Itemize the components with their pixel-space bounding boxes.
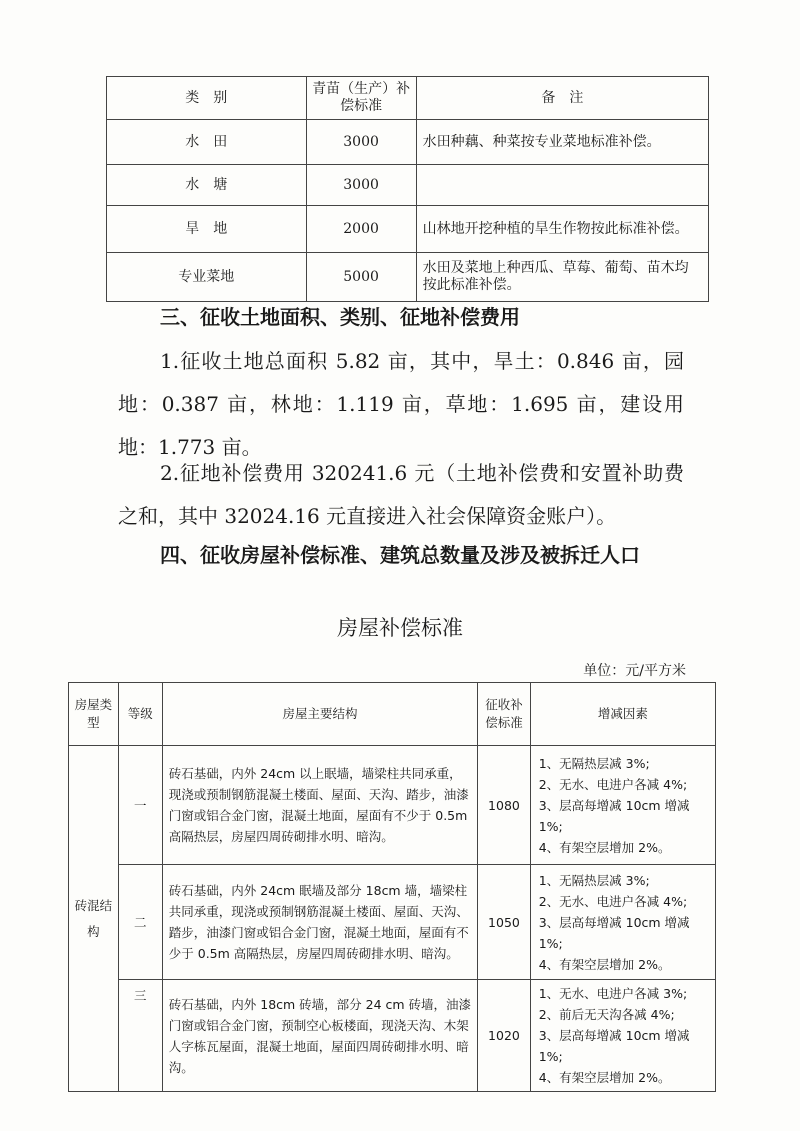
factor-item: 2、无水、电进户各减 4%; [538,893,688,909]
table-row [69,746,716,865]
cell-standard: 3000 [306,165,416,206]
cell-structure: 砖石基础，内外 24cm 以上眠墙，墙梁柱共同承重，现浇或预制钢筋混凝土楼面、屋面、天沟、踏步，油漆门窗或铝合金门窗，混凝土地面，屋面有不少于 0.5m 高隔热层，房屋四周砖砌排水明、暗沟。 [162,746,477,865]
cell-grade: 一 [118,746,162,865]
cell-standard: 1080 [478,746,530,865]
cell-note [416,165,708,206]
cell-standard: 1050 [478,865,530,980]
factor-item: 2、无水、电进户各减 4%; [538,776,688,792]
section-3-paragraph-2: 2.征地补偿费用 320241.6 元（土地补偿费和安置补助费之和，其中 32024.16 元直接进入社会保障资金账户）。 [118,461,684,528]
cell-grade: 三 [118,980,162,1092]
cell-standard: 5000 [306,253,416,302]
factor-item: 4、有架空层增加 2%。 [538,1070,671,1085]
table-row [107,165,709,206]
table-row [69,865,716,980]
cell-factors [530,865,715,980]
cell-type: 旱 地 [107,206,307,253]
section-4-heading: 四、征收房屋补偿标准、建筑总数量及涉及被拆迁人口 [160,543,640,567]
cell-type: 专业菜地 [107,253,307,302]
factor-item: 2、前后无天沟各减 4%; [538,1007,675,1022]
cell-structure: 砖石基础，内外 24cm 眠墙及部分 18cm 墙，墙梁柱共同承重，现浇或预制钢筋混凝土楼面、屋面、天沟、踏步，油漆门窗或铝合金门窗，混凝土地面，屋面有不少于 0.5m 高隔热层，房屋四周砖砌排水明、暗沟。 [162,865,477,980]
table-row [107,206,709,253]
header-category: 类 别 [107,77,307,120]
cell-category: 砖混结构 [69,746,119,1092]
factor-item: 1、无水、电进户各减 3%; [538,986,688,1001]
table-row [69,980,716,1092]
cell-standard: 3000 [306,120,416,165]
cell-type: 水 塘 [107,165,307,206]
section-3-heading: 三、征收土地面积、类别、征地补偿费用 [160,305,520,329]
unit-label: 单位：元/平方米 [583,663,686,679]
factor-item: 3、层高每增减 10cm 增减 1%; [538,914,690,951]
header-standard: 青苗（生产）补偿标准 [306,77,416,120]
header-factors: 增减因素 [530,683,715,746]
crop-compensation-table [106,76,709,302]
cell-type: 水 田 [107,120,307,165]
house-compensation-table [68,682,716,1092]
cell-note: 水田及菜地上种西瓜、草莓、葡萄、苗木均按此标准补偿。 [416,253,708,302]
header-structure: 房屋主要结构 [162,683,477,746]
header-house-type: 房屋类型 [69,683,119,746]
table-row [107,120,709,165]
header-grade: 等级 [118,683,162,746]
section-3-paragraph-1: 1.征收土地总面积 5.82 亩，其中，旱土：0.846 亩，园地：0.387 亩，林地：1.119 亩，草地：1.695 亩，建设用地：1.773 亩。 [118,349,684,459]
factor-item: 1、无隔热层减 3%; [538,872,650,888]
cell-grade: 二 [118,865,162,980]
factor-item: 3、层高每增减 10cm 增减 1%; [538,1028,690,1064]
factor-item: 4、有架空层增加 2%。 [538,839,671,855]
cell-structure: 砖石基础，内外 18cm 砖墙，部分 24 cm 砖墙，油漆门窗或铝合金门窗，预制空心板楼面，现浇天沟、木架人字栋瓦屋面，混凝土地面，屋面四周砖砌排水明、暗沟。 [162,980,477,1092]
cell-note: 水田种藕、种菜按专业菜地标准补偿。 [416,120,708,165]
cell-note: 山林地开挖种植的旱生作物按此标准补偿。 [416,206,708,253]
table-header-row [107,77,709,120]
factor-item: 4、有架空层增加 2%。 [538,956,671,972]
cell-standard: 1020 [478,980,530,1092]
cell-standard: 2000 [306,206,416,253]
table-title: 房屋补偿标准 [337,616,463,640]
table-row [107,253,709,302]
factor-item: 1、无隔热层减 3%; [538,755,650,771]
header-standard: 征收补偿标准 [478,683,530,746]
cell-factors [530,980,715,1092]
header-note: 备 注 [416,77,708,120]
factor-item: 3、层高每增减 10cm 增减 1%; [538,797,690,834]
table-header-row [69,683,716,746]
cell-factors [530,746,715,865]
